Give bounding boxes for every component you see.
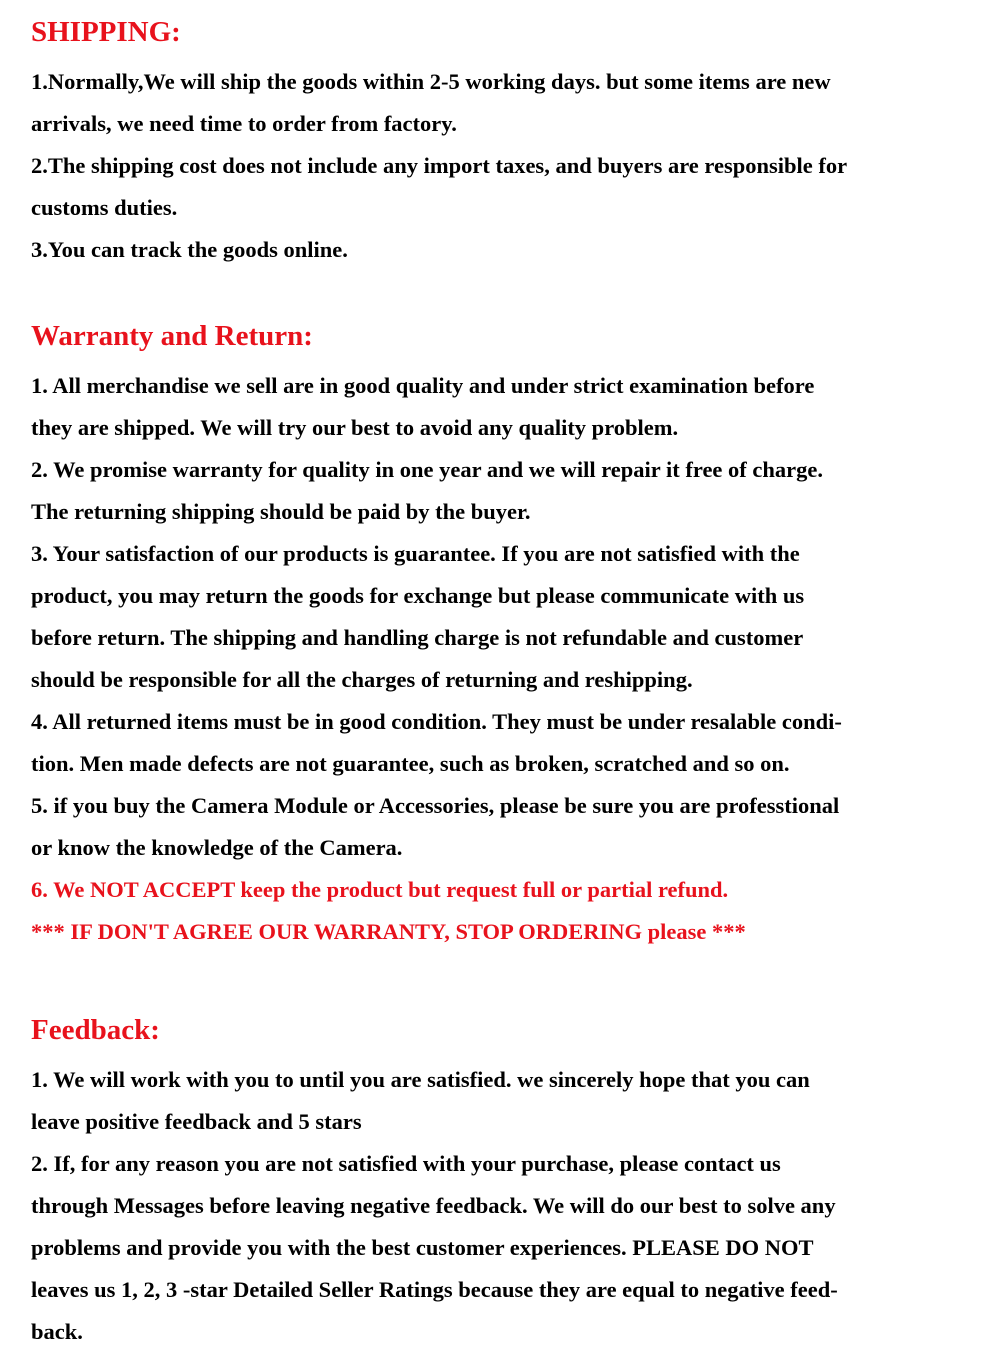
shipping-line: 1.Normally,We will ship the goods within 2-5 working days. but some items are new <box>31 69 831 94</box>
warranty-line: 3. Your satisfaction of our products is guarantee. If you are not satisfied with the <box>31 541 800 566</box>
warranty-heading: Warranty and Return: <box>31 320 313 352</box>
warranty-line: 1. All merchandise we sell are in good quality and under strict examination before <box>31 373 815 398</box>
warranty-line: should be responsible for all the charges of returning and reshipping. <box>31 667 693 692</box>
warranty-stop-ordering-notice: *** IF DON'T AGREE OUR WARRANTY, STOP ORDERING please *** <box>31 919 746 944</box>
feedback-line: back. <box>31 1319 83 1344</box>
warranty-line: or know the knowledge of the Camera. <box>31 835 403 860</box>
warranty-line: 4. All returned items must be in good condition. They must be under resalable condi- <box>31 709 842 734</box>
feedback-line: 2. If, for any reason you are not satisfied with your purchase, please contact us <box>31 1151 781 1176</box>
shipping-line: 3.You can track the goods online. <box>31 237 348 262</box>
warranty-line: 5. if you buy the Camera Module or Accessories, please be sure you are professtional <box>31 793 840 818</box>
feedback-line: through Messages before leaving negative feedback. We will do our best to solve any <box>31 1193 836 1218</box>
feedback-heading: Feedback: <box>31 1014 160 1046</box>
shipping-line: customs duties. <box>31 195 178 220</box>
warranty-line: 2. We promise warranty for quality in one year and we will repair it free of charge. <box>31 457 824 482</box>
feedback-line: leaves us 1, 2, 3 -star Detailed Seller Ratings because they are equal to negative feed- <box>31 1277 838 1302</box>
feedback-line: problems and provide you with the best customer experiences. PLEASE DO NOT <box>31 1235 814 1260</box>
warranty-line: The returning shipping should be paid by the buyer. <box>31 499 531 524</box>
feedback-line: leave positive feedback and 5 stars <box>31 1109 362 1134</box>
shipping-line: arrivals, we need time to order from factory. <box>31 111 457 136</box>
shipping-line: 2.The shipping cost does not include any import taxes, and buyers are responsible for <box>31 153 848 178</box>
shipping-heading: SHIPPING: <box>31 16 181 48</box>
warranty-no-refund-notice: 6. We NOT ACCEPT keep the product but request full or partial refund. <box>31 877 729 902</box>
warranty-line: tion. Men made defects are not guarantee, such as broken, scratched and so on. <box>31 751 790 776</box>
warranty-line: they are shipped. We will try our best to avoid any quality problem. <box>31 415 679 440</box>
warranty-line: product, you may return the goods for exchange but please communicate with us <box>31 583 805 608</box>
warranty-line: before return. The shipping and handling charge is not refundable and customer <box>31 625 804 650</box>
feedback-line: 1. We will work with you to until you are satisfied. we sincerely hope that you can <box>31 1067 810 1092</box>
